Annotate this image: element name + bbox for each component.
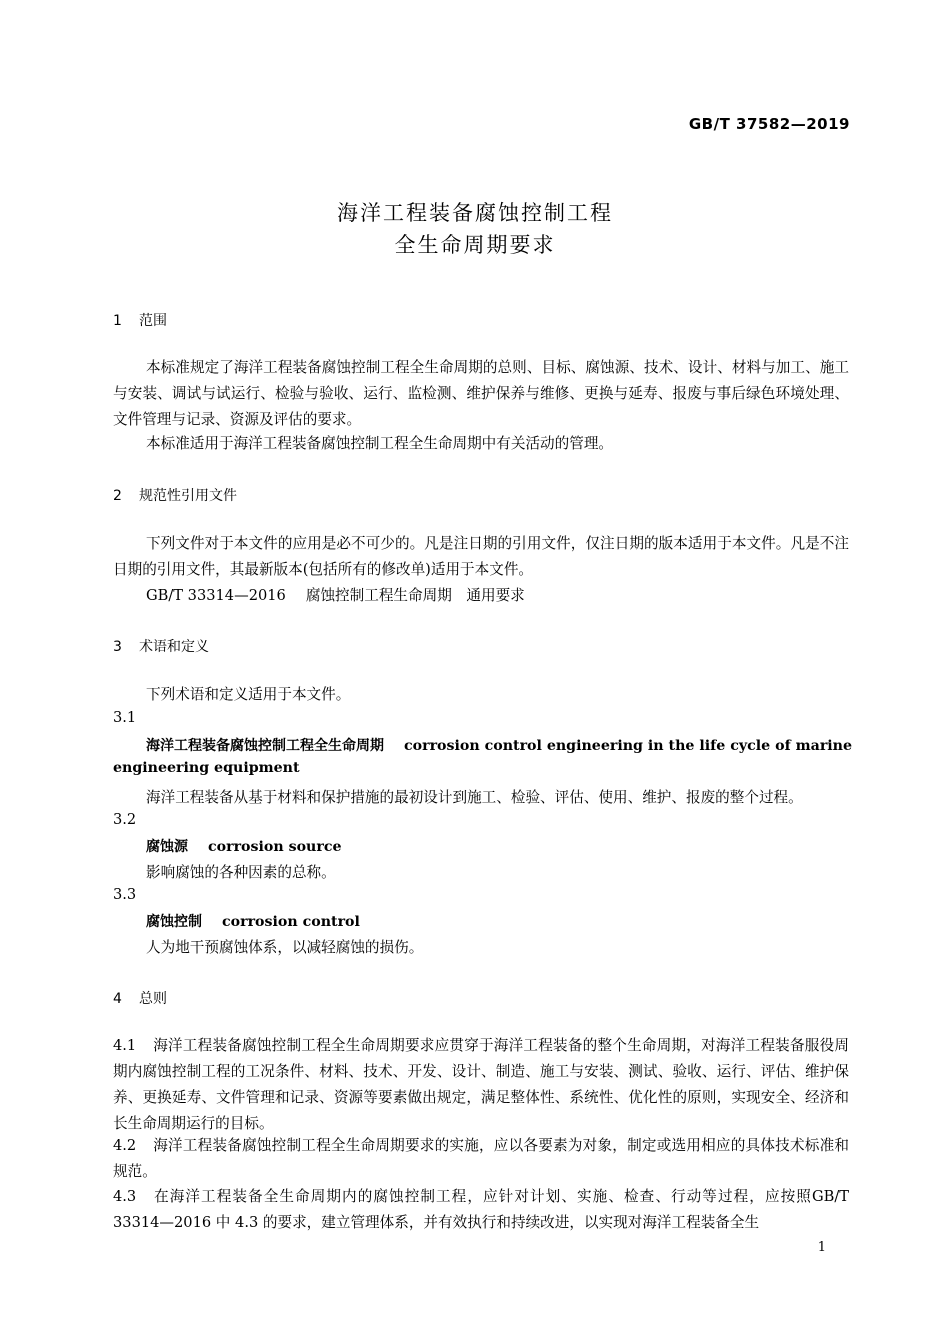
clause-number: 4.2 — [113, 1137, 137, 1154]
clause-4-2 — [113, 1133, 849, 1185]
section-1-paragraph-2: 本标准适用于海洋工程装备腐蚀控制工程全生命周期中有关活动的管理。 — [146, 435, 614, 452]
section-title: 规范性引用文件 — [139, 488, 237, 504]
normative-reference — [146, 584, 525, 605]
section-2-paragraph-1: 下列文件对于本文件的应用是必不可少的。凡是注日期的引用文件，仅注日期的版本适用于本文件。凡是不注日期的引用文件，其最新版本(包括所有的修改单)适用于本文件。 — [113, 535, 849, 578]
section-1-paragraph-1: 本标准规定了海洋工程装备腐蚀控制工程全生命周期的总则、目标、腐蚀源、技术、设计、材料与加工、施工与安装、调试与试运行、检验与验收、运行、监检测、维护保养与维修、更换与延寿、报废与事后绿色环境处理、文件管理与记录、资源及评估的要求。 — [113, 359, 849, 428]
term-english: corrosion source — [208, 839, 342, 855]
term-definition: 海洋工程装备从基于材料和保护措施的最初设计到施工、检验、评估、使用、维护、报废的整个过程。 — [146, 789, 803, 806]
term-english: corrosion control — [222, 914, 360, 930]
term-chinese: 海洋工程装备腐蚀控制工程全生命周期 — [146, 738, 384, 754]
clause-number: 4.1 — [113, 1037, 137, 1054]
section-title: 术语和定义 — [139, 639, 209, 655]
section-number: 2 — [113, 488, 122, 504]
term-number: 3.1 — [113, 709, 137, 726]
term-number: 3.2 — [113, 811, 137, 828]
standard-code: GB/T 37582—2019 — [688, 115, 850, 133]
reference-code: GB/T 33314—2016 — [146, 587, 286, 604]
reference-title: 腐蚀控制工程生命周期 通用要求 — [305, 587, 525, 604]
term-english-continuation: engineering equipment — [113, 760, 300, 776]
clause-text: 海洋工程装备腐蚀控制工程全生命周期要求的实施，应以各要素为对象，制定或选用相应的具体技术标准和规范。 — [113, 1137, 849, 1180]
section-1-heading — [113, 310, 167, 330]
term-number: 3.3 — [113, 886, 137, 903]
clause-text: 在海洋工程装备全生命周期内的腐蚀控制工程，应针对计划、实施、检查、行动等过程，应按照GB/T 33314—2016 中 4.3 的要求，建立管理体系，并有效执行和持续改进，以实现对海洋工程装备全生 — [113, 1188, 849, 1231]
term-3-2-entry — [146, 836, 342, 856]
section-2-heading — [113, 485, 237, 505]
clause-4-1 — [113, 1033, 849, 1137]
clause-number: 4.3 — [113, 1188, 137, 1205]
term-3-3-entry — [146, 911, 360, 931]
term-definition: 人为地干预腐蚀体系，以减轻腐蚀的损伤。 — [146, 939, 424, 956]
section-number: 4 — [113, 991, 122, 1007]
section-number: 3 — [113, 639, 122, 655]
section-title: 范围 — [139, 313, 167, 329]
clause-text: 海洋工程装备腐蚀控制工程全生命周期要求应贯穿于海洋工程装备的整个生命周期，对海洋工程装备服役周期内腐蚀控制工程的工况条件、材料、技术、开发、设计、制造、施工与安装、测试、验收、运行、评估、维护保养、更换延寿、文件管理和记录、资源等要素做出规定，满足整体性、系统性、优化性的原则，实现安全、经济和长生命周期运行的目标。 — [113, 1037, 849, 1132]
term-chinese: 腐蚀源 — [146, 839, 188, 855]
clause-4-3 — [113, 1184, 849, 1236]
section-3-intro: 下列术语和定义适用于本文件。 — [146, 686, 351, 703]
term-chinese: 腐蚀控制 — [146, 914, 202, 930]
term-3-1-entry — [146, 735, 852, 755]
term-definition: 影响腐蚀的各种因素的总称。 — [146, 864, 336, 881]
term-english: corrosion control engineering in the life cycle of marine — [404, 738, 853, 754]
document-title-line1: 海洋工程装备腐蚀控制工程 — [337, 201, 613, 225]
section-title: 总则 — [139, 991, 167, 1007]
section-number: 1 — [113, 313, 122, 329]
section-3-heading — [113, 636, 209, 656]
document-title-line2: 全生命周期要求 — [394, 233, 556, 257]
section-4-heading — [113, 988, 167, 1008]
page-number: 1 — [817, 1240, 826, 1255]
